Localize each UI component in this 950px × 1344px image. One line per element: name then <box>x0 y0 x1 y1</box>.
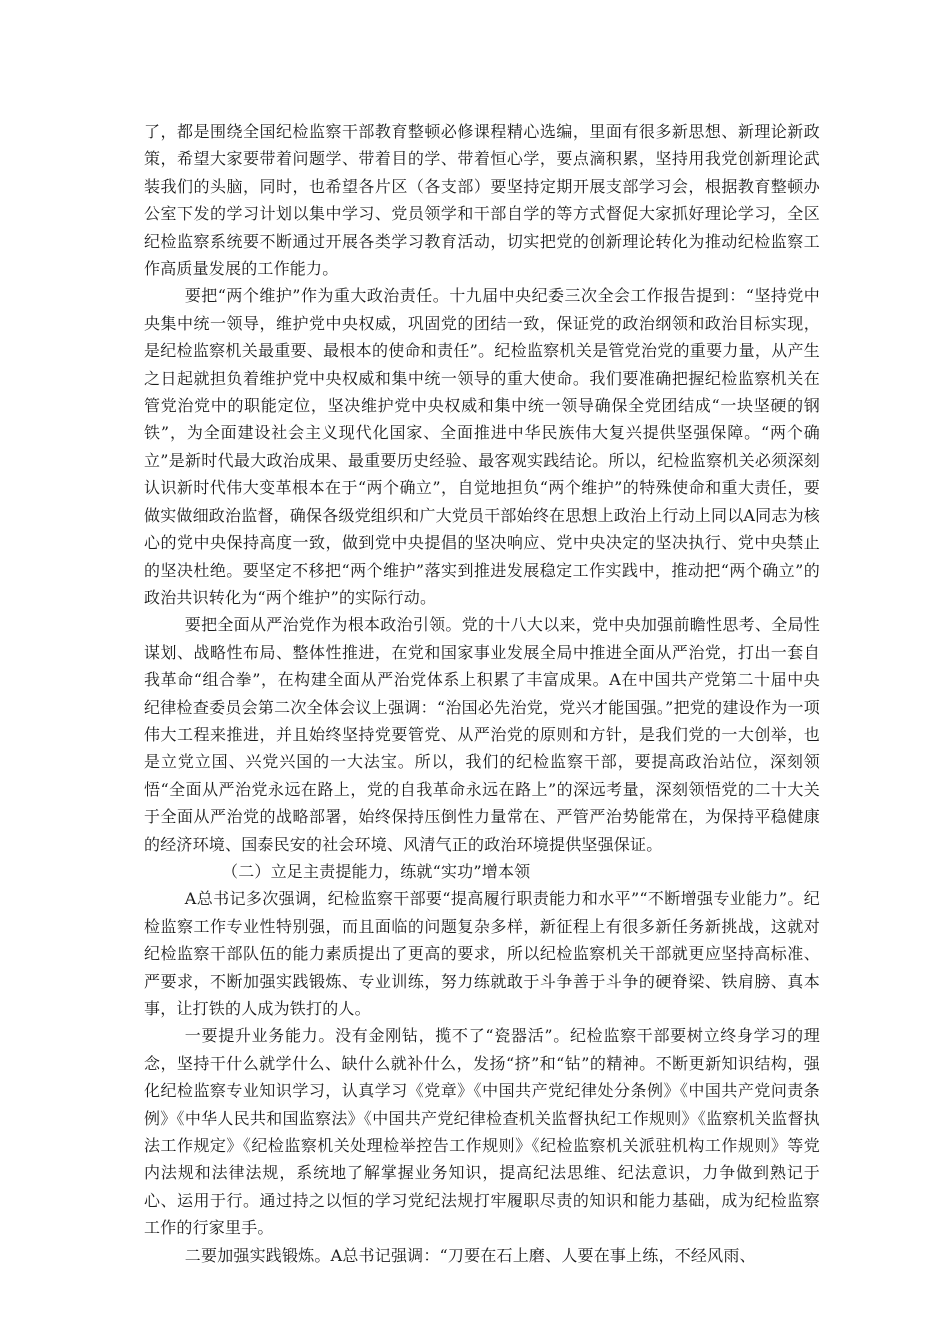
paragraph-strict-governance: 要把全面从严治党作为根本政治引领。党的十八大以来，党中央加强前瞻性思考、全局性谋划、战略性布局、整体性推进，在党和国家事业发展全局中推进全面从严治党，打出一套自我革命“组合拳”，在构建全面从严治党体系上积累了丰富成果。A在中国共产党第二十届中央纪律检查委员会第二次全体会议上强调：“治国必先治党，党兴才能国强。”把党的建设作为一项伟大工程来推进，并且始终坚持党要管党、从严治党的原则和方针，是我们党的一大创举，也是立党立国、兴党兴国的一大法宝。所以，我们的纪检监察干部，要提高政治站位，深刻领悟“全面从严治党永远在路上，党的自我革命永远在路上”的深远考量，深刻领悟党的二十大关于全面从严治党的战略部署，始终保持压倒性力量常在、严管严治势能常在，为保持平稳健康的经济环境、国泰民安的社会环境、风清气正的政治环境提供坚强保证。 <box>144 615 820 854</box>
paragraph-study: 了，都是围绕全国纪检监察干部教育整顿必修课程精心选编，里面有很多新思想、新理论新政策，希望大家要带着问题学、带着目的学、带着恒心学，要点滴积累，坚持用我党创新理论武装我们的头脑，同时，也希望各片区（各支部）要坚持定期开展支部学习会，根据教育整顿办公室下发的学习计划以集中学习、党员领学和干部自学的等方式督促大家抓好理论学习，全区纪检监察系统要不断通过开展各类学习教育活动，切实把党的创新理论转化为推动纪检监察工作高质量发展的工作能力。 <box>144 122 820 279</box>
paragraph-two-maintenances: 要把“两个维护”作为重大政治责任。十九届中央纪委三次全会工作报告提到：“坚持党中央集中统一领导，维护党中央权威，巩固党的团结一致，保证党的政治纲领和政治目标实现，是纪检监察机关最重要、最根本的使命和责任”。纪检监察机关是管党治党的重要力量，从产生之日起就担负着维护党中央权威和集中统一领导的重大使命。我们要准确把握纪检监察机关在管党治党中的职能定位，坚决维护党中央权威和集中统一领导确保全党团结成“一块坚硬的钢铁”，为全面建设社会主义现代化国家、全面推进中华民族伟大复兴提供坚强保障。“两个确立”是新时代最大政治成果、最重要历史经验、最客观实践结论。所以，纪检监察机关必须深刻认识新时代伟大变革根本在于“两个确立”，自觉地担负“两个维护”的特殊使命和重大责任，要做实做细政治监督，确保各级党组织和广大党员干部始终在思想上政治上行动上同以A同志为核心的党中央保持高度一致，做到党中央提倡的坚决响应、党中央决定的坚决执行、党中央禁止的坚决杜绝。要坚定不移把“两个维护”落实到推进发展稳定工作实践中，推动把“两个确立”的政治共识转化为“两个维护”的实际行动。 <box>144 286 820 607</box>
paragraph-practice: 二要加强实践锻炼。A总书记强调：“刀要在石上磨、人要在事上练，不经风雨、 <box>184 1245 756 1265</box>
paragraph-business-ability: 一要提升业务能力。没有金刚钻，揽不了“瓷器活”。纪检监察干部要树立终身学习的理念，坚持干什么就学什么、缺什么就补什么，发扬“挤”和“钻”的精神。不断更新知识结构，强化纪检监察专业知识学习，认真学习《党章》《中国共产党纪律处分条例》《中国共产党问责条例》《中华人民共和国监察法》《中国共产党纪律检查机关监督执纪工作规则》《监察机关监督执法工作规定》《纪检监察机关处理检举控告工作规则》《纪检监察机关派驻机构工作规则》等党内法规和法律法规，系统地了解掌握业务知识，提高纪法思维、纪法意识，力争做到熟记于心、运用于行。通过持之以恒的学习党纪法规打牢履职尽责的知识和能力基础，成为纪检监察工作的行家里手。 <box>144 1026 820 1238</box>
section-heading: （二）立足主责提能力，练就“实功”增本领 <box>222 861 531 881</box>
paragraph-capability: A总书记多次强调，纪检监察干部要“提高履行职责能力和水平”“不断增强专业能力”。纪检监察工作专业性特别强，而且面临的问题复杂多样，新征程上有很多新任务新挑战，这就对纪检监察干部队伍的能力素质提出了更高的要求，所以纪检监察机关干部就更应坚持高标准、严要求，不断加强实践锻炼、专业训练，努力练就敢于斗争善于斗争的硬脊梁、铁肩膀、真本事，让打铁的人成为铁打的人。 <box>144 889 820 1018</box>
document-page <box>144 118 820 1269</box>
